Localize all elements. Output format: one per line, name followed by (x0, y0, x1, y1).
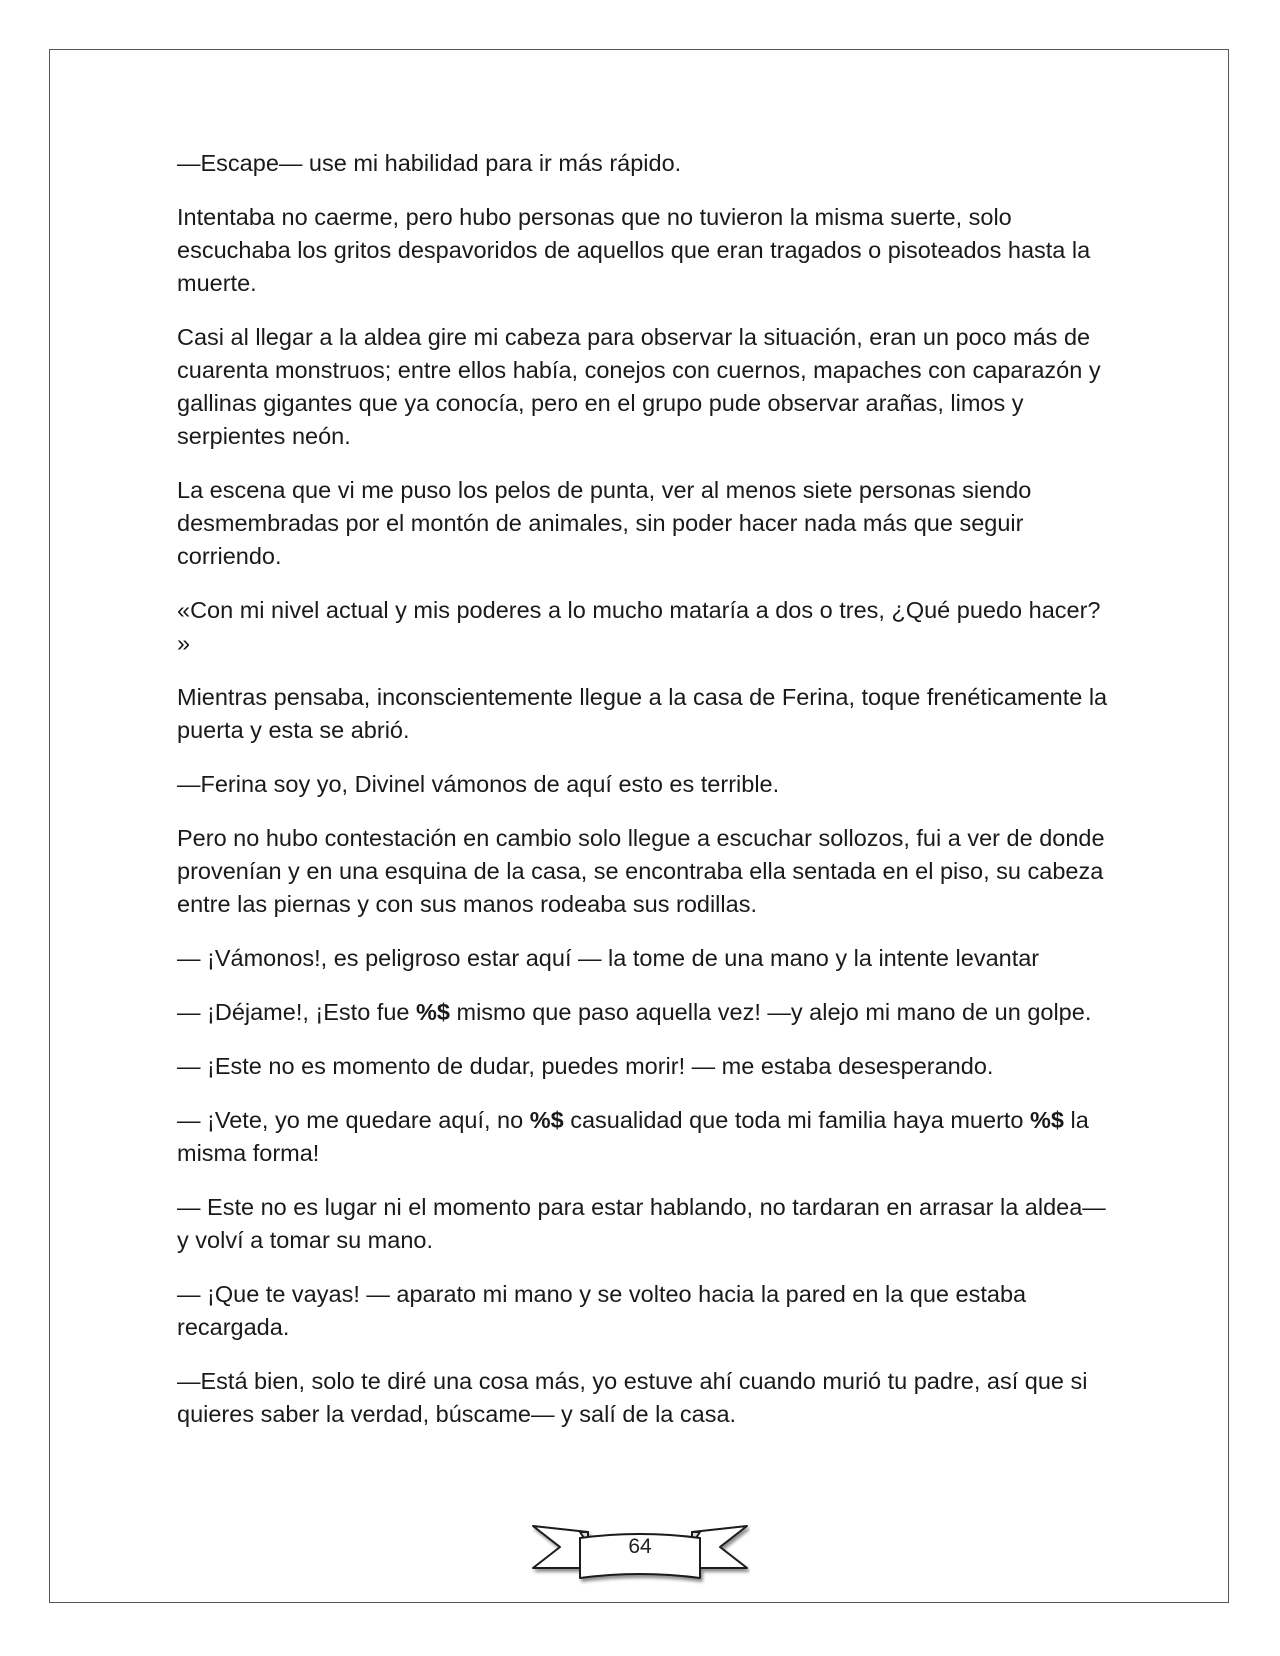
paragraph: Pero no hubo contestación en cambio solo llegue a escuchar sollozos, fui a ver de donde provenían y en una esquina de la casa, se encontraba ella sentada en el piso, su cabeza entre las piernas y con sus manos rodeaba sus rodillas. (177, 825, 1105, 917)
paragraph: — ¡Este no es momento de dudar, puedes morir! — me estaba desesperando. (177, 1053, 994, 1079)
paragraph: — ¡Vámonos!, es peligroso estar aquí — la tome de una mano y la intente levantar (177, 945, 1040, 971)
paragraph: — Este no es lugar ni el momento para estar hablando, no tardaran en arrasar la aldea— y volví a tomar su mano. (177, 1194, 1106, 1253)
paragraph: Casi al llegar a la aldea gire mi cabeza para observar la situación, eran un poco más de cuarenta monstruos; entre ellos había, conejos con cuernos, mapaches con caparazón y gallinas gigantes que ya conocía, pero en el grupo pude observar arañas, limos y serpientes neón. (177, 324, 1101, 449)
censored-word: %$ (416, 999, 450, 1025)
censored-word: %$ (1030, 1107, 1064, 1133)
page-number-ribbon (530, 1516, 750, 1586)
paragraph: Mientras pensaba, inconscientemente llegue a la casa de Ferina, toque frenéticamente la puerta y esta se abrió. (177, 684, 1108, 743)
page-number: 64 (628, 1535, 652, 1558)
paragraph: — ¡Vete, yo me quedare aquí, no %$ casualidad que toda mi familia haya muerto %$ la misma forma! (177, 1107, 1089, 1166)
paragraph: — ¡Que te vayas! — aparato mi mano y se volteo hacia la pared en la que estaba recargada. (177, 1281, 1027, 1340)
paragraph: — ¡Déjame!, ¡Esto fue %$ mismo que paso aquella vez! —y alejo mi mano de un golpe. (177, 999, 1092, 1025)
paragraph: —Escape— use mi habilidad para ir más rápido. (177, 150, 682, 176)
paragraph: —Está bien, solo te diré una cosa más, yo estuve ahí cuando murió tu padre, así que si quieres saber la verdad, búscame— y salí de la casa. (177, 1368, 1088, 1427)
paragraph: La escena que vi me puso los pelos de punta, ver al menos siete personas siendo desmembradas por el montón de animales, sin poder hacer nada más que seguir corriendo. (177, 477, 1032, 569)
paragraph: —Ferina soy yo, Divinel vámonos de aquí esto es terrible. (177, 771, 780, 797)
paragraph: Intentaba no caerme, pero hubo personas que no tuvieron la misma suerte, solo escuchaba los gritos despavoridos de aquellos que eran tragados o pisoteados hasta la muerte. (177, 204, 1091, 296)
page-body (177, 147, 1112, 1452)
paragraph: «Con mi nivel actual y mis poderes a lo mucho mataría a dos o tres, ¿Qué puedo hacer? » (177, 597, 1101, 656)
censored-word: %$ (529, 1107, 564, 1133)
